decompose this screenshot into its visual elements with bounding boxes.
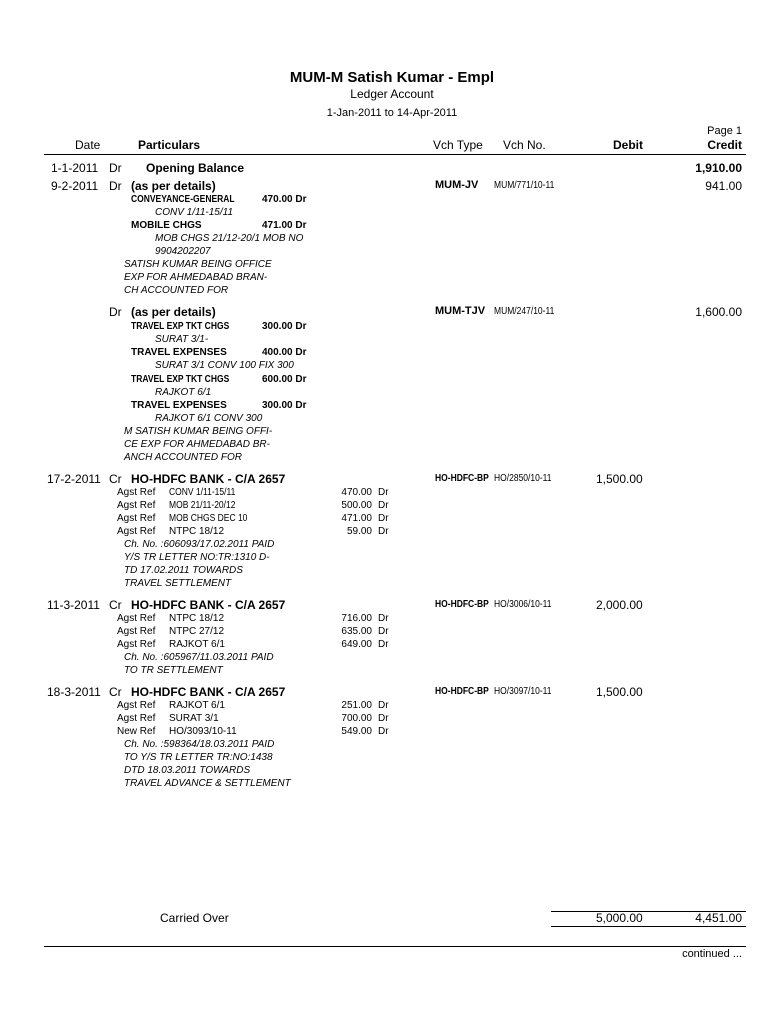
entry-narration: TO Y/S TR LETTER TR:NO:1438 [124,752,273,763]
entry-narration: TO TR SETTLEMENT [124,665,223,676]
detail-narration: RAJKOT 6/1 [155,387,212,398]
detail-amount: 300.00 Dr [262,400,307,411]
ref-amount: 649.00 [341,639,372,650]
entry-drcr: Cr [109,685,122,699]
detail-amount: 400.00 Dr [262,347,307,358]
entry-narration: M SATISH KUMAR BEING OFFI- [124,426,273,437]
col-vch-no: Vch No. [503,138,546,152]
entry-vch-type: HO-HDFC-BP [435,599,489,610]
entry-narration: Y/S TR LETTER NO:TR:1310 D- [124,552,270,563]
ref-amount: 251.00 [341,700,372,711]
entry-narration: EXP FOR AHMEDABAD BRAN- [124,272,268,283]
entry-debit: 2,000.00 [596,598,643,612]
entry-narration: CH ACCOUNTED FOR [124,285,229,296]
ref-name: RAJKOT 6/1 [169,700,225,711]
entry-account: HO-HDFC BANK - C/A 2657 [131,685,286,699]
ref-amount: 471.00 [341,513,372,524]
ref-drcr: Dr [378,639,389,650]
detail-ledger: TRAVEL EXPENSES [131,400,227,411]
ref-name: MOB CHGS DEC 10 [169,513,248,524]
entry-narration: TRAVEL ADVANCE & SETTLEMENT [124,778,291,789]
credit-total: 4,451.00 [695,911,742,925]
entry-narration: ANCH ACCOUNTED FOR [124,452,242,463]
detail-ledger: TRAVEL EXPENSES [131,347,227,358]
entry-credit: 941.00 [705,179,742,193]
detail-narration: 9904202207 [155,246,211,257]
entry-date: 1-1-2011 [51,161,99,175]
entry-narration: Ch. No. :598364/18.03.2011 PAID [124,739,275,750]
entry-account: (as per details) [131,305,216,319]
entry-vch-type: MUM-JV [435,179,479,191]
entry-drcr: Dr [109,305,122,319]
entry-narration: TRAVEL SETTLEMENT [124,578,232,589]
detail-ledger: CONVEYANCE-GENERAL [131,194,235,205]
ref-drcr: Dr [378,613,389,624]
col-particulars: Particulars [138,138,201,152]
ref-type: Agst Ref [117,513,156,524]
ref-name: SURAT 3/1 [169,713,219,724]
ref-name: HO/3093/10-11 [169,726,237,737]
entry-vch-type: MUM-TJV [435,305,486,317]
detail-narration: CONV 1/11-15/11 [155,207,234,218]
ref-drcr: Dr [378,700,389,711]
footer-rule [44,946,746,947]
totals-rule-bottom [551,926,746,927]
ref-name: MOB 21/11-20/12 [169,500,236,511]
ref-type: Agst Ref [117,487,156,498]
entry-vch-type: HO-HDFC-BP [435,686,489,697]
entry-drcr: Cr [109,472,122,486]
ref-drcr: Dr [378,487,389,498]
ref-type: Agst Ref [117,500,156,511]
entry-debit: 1,500.00 [596,472,643,486]
entry-date: 9-2-2011 [51,179,99,193]
detail-amount: 470.00 Dr [262,194,307,205]
entry-credit: 1,600.00 [695,305,742,319]
entry-vch-type: HO-HDFC-BP [435,473,489,484]
detail-amount: 600.00 Dr [262,374,307,385]
entry-debit: 1,500.00 [596,685,643,699]
ref-drcr: Dr [378,500,389,511]
detail-ledger: TRAVEL EXP TKT CHGS [131,321,230,332]
debit-total: 5,000.00 [596,911,643,925]
carried-over-label: Carried Over [160,911,229,925]
entry-account: Opening Balance [146,161,245,175]
entry-drcr: Dr [109,179,122,193]
entry-vch-no: HO/3097/10-11 [494,686,552,697]
entry-date: 18-3-2011 [47,685,101,699]
ref-amount: 549.00 [341,726,372,737]
detail-narration: SURAT 3/1- [155,334,209,345]
report-period: 1-Jan-2011 to 14-Apr-2011 [326,107,458,119]
ref-drcr: Dr [378,513,389,524]
ref-amount: 635.00 [341,626,372,637]
entry-drcr: Cr [109,598,122,612]
header-rule [44,154,746,155]
entry-vch-no: HO/3006/10-11 [494,599,552,610]
ref-type: Agst Ref [117,700,156,711]
ref-drcr: Dr [378,626,389,637]
entry-narration: DTD 18.03.2011 TOWARDS [124,765,251,776]
col-debit: Debit [613,138,643,152]
continued-label: continued ... [682,948,742,960]
company-title: MUM-M Satish Kumar - Empl [289,69,495,86]
ref-name: CONV 1/11-15/11 [169,487,236,498]
ref-amount: 500.00 [341,500,372,511]
ref-amount: 470.00 [341,487,372,498]
detail-ledger: TRAVEL EXP TKT CHGS [131,374,230,385]
ref-name: NTPC 18/12 [169,613,225,624]
entry-vch-no: MUM/247/10-11 [494,306,555,317]
detail-narration: SURAT 3/1 CONV 100 FIX 300 [155,360,294,371]
ref-type: Agst Ref [117,526,156,537]
ref-name: NTPC 27/12 [169,626,225,637]
ref-drcr: Dr [378,713,389,724]
ref-drcr: Dr [378,526,389,537]
ref-type: Agst Ref [117,613,156,624]
entry-narration: TD 17.02.2011 TOWARDS [124,565,243,576]
entry-narration: Ch. No. :605967/11.03.2011 PAID [124,652,274,663]
ref-drcr: Dr [378,726,389,737]
ref-amount: 59.00 [346,526,372,537]
entry-narration: SATISH KUMAR BEING OFFICE [124,259,272,270]
ref-name: NTPC 18/12 [169,526,225,537]
entry-drcr: Dr [109,161,122,175]
col-vch-type: Vch Type [433,138,483,152]
entry-account: HO-HDFC BANK - C/A 2657 [131,472,286,486]
entry-narration: CE EXP FOR AHMEDABAD BR- [124,439,270,450]
ref-type: Agst Ref [117,626,156,637]
detail-ledger: MOBILE CHGS [131,220,202,231]
ref-type: Agst Ref [117,713,156,724]
entry-narration: Ch. No. :606093/17.02.2011 PAID [124,539,275,550]
entry-vch-no: HO/2850/10-11 [494,473,552,484]
ref-type: Agst Ref [117,639,156,650]
col-date: Date [75,138,101,152]
col-credit: Credit [707,138,742,152]
entry-account: HO-HDFC BANK - C/A 2657 [131,598,286,612]
ref-amount: 700.00 [341,713,372,724]
detail-narration: MOB CHGS 21/12-20/1 MOB NO [155,233,304,244]
detail-amount: 300.00 Dr [262,321,307,332]
entry-vch-no: MUM/771/10-11 [494,180,555,191]
entry-credit: 1,910.00 [695,161,742,175]
ref-name: RAJKOT 6/1 [169,639,225,650]
entry-date: 11-3-2011 [47,598,100,612]
detail-amount: 471.00 Dr [262,220,307,231]
ref-type: New Ref [117,726,156,737]
detail-narration: RAJKOT 6/1 CONV 300 [155,413,263,424]
report-type: Ledger Account [350,87,434,101]
ref-amount: 716.00 [341,613,372,624]
page-number: Page 1 [707,125,742,137]
entry-date: 17-2-2011 [47,472,101,486]
entry-account: (as per details) [131,179,216,193]
